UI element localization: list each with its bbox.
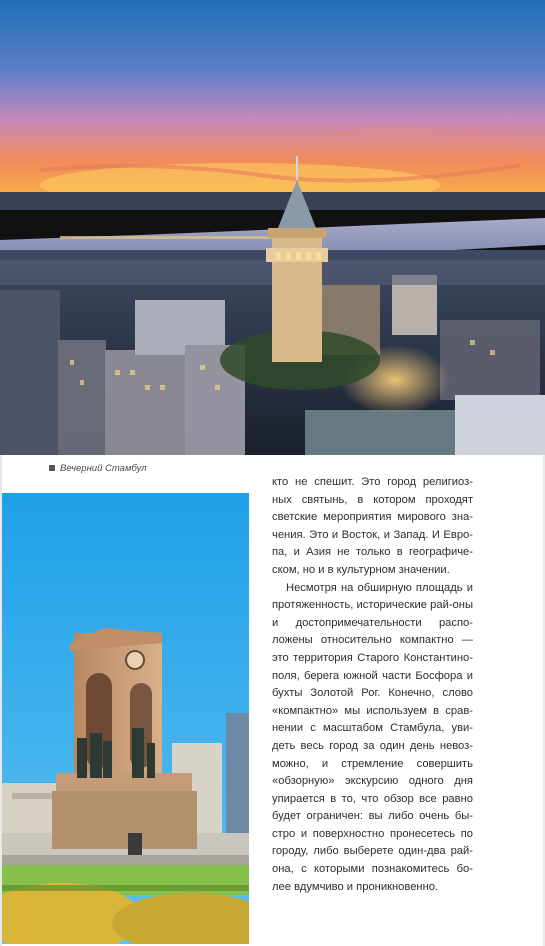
photo-republic-monument-graphic — [2, 493, 249, 944]
caption-text: Вечерний Стамбул — [60, 462, 147, 474]
article-text — [272, 474, 473, 896]
photo-republic-monument — [2, 493, 249, 944]
photo-istanbul-evening-graphic — [0, 0, 545, 455]
article-paragraph: Несмотря на обширную площадь и протяженность, исторические рай-оны и достопримечательности распо-ложены относительно компактно — это территория Старого Константино-поля, берега южной части Босфора и бухты Золотой Рог. Конечно, слово «компактно» мы используем в срав-нении с масштабом Стамбула, уви-деть весь город за один день невоз-можно, и стремление совершить «обзорную» экскурсию одного дня упирается в то, что обзор все равно будет ограничен: вы либо очень бы-стро и поверхностно пронесетесь по городу, либо выберете один-два рай-она, с которыми познакомитесь бо-лее вдумчиво и проникновенно. — [272, 581, 473, 893]
article-paragraph: кто не спешит. Это город религиоз-ных святынь, в котором проходят светские мероприятия мирового зна-чения. Это и Восток, и Запад. И Евро-па, и Азия не только в географиче-ском, но и в культурном значении. — [272, 476, 473, 576]
photo-istanbul-evening — [0, 0, 545, 455]
caption-square-icon — [49, 465, 55, 471]
photo-caption — [49, 461, 147, 475]
